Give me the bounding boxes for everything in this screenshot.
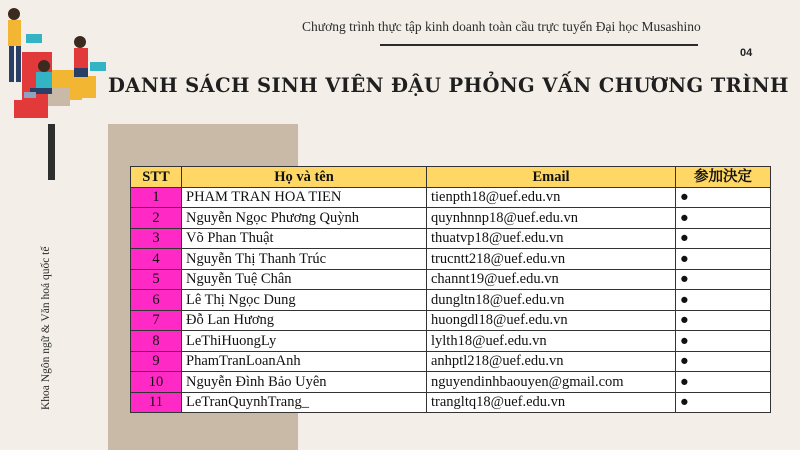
row-decision: ● <box>676 290 771 311</box>
header-divider <box>380 44 698 46</box>
row-email: dungltn18@uef.edu.vn <box>427 290 676 311</box>
row-email: lylth18@uef.edu.vn <box>427 331 676 352</box>
table-row <box>131 372 771 393</box>
program-header: Chương trình thực tập kinh doanh toàn cầu trực tuyến Đại học Musashino <box>302 19 701 34</box>
row-decision: ● <box>676 392 771 413</box>
row-email: trucntt218@uef.edu.vn <box>427 249 676 270</box>
row-stt: 11 <box>131 392 182 413</box>
header-stt: STT <box>131 167 182 188</box>
row-email: anhptl218@uef.edu.vn <box>427 351 676 372</box>
row-name: Nguyễn Đình Bảo Uyên <box>182 372 427 393</box>
row-name: PhamTranLoanAnh <box>182 351 427 372</box>
row-decision: ● <box>676 249 771 270</box>
table-row <box>131 187 771 208</box>
row-decision: ● <box>676 269 771 290</box>
student-table <box>130 166 771 413</box>
decorative-bar <box>48 124 55 180</box>
table-row <box>131 331 771 352</box>
students-with-laptops-illustration <box>0 0 110 122</box>
faculty-label: Khoa Ngôn ngữ & Văn hoá quốc tế <box>40 246 52 410</box>
row-stt: 4 <box>131 249 182 270</box>
header-decision: 参加決定 <box>676 167 771 188</box>
table-row <box>131 208 771 229</box>
row-stt: 2 <box>131 208 182 229</box>
row-decision: ● <box>676 372 771 393</box>
table-row <box>131 228 771 249</box>
row-decision: ● <box>676 310 771 331</box>
row-email: trangltq18@uef.edu.vn <box>427 392 676 413</box>
row-decision: ● <box>676 228 771 249</box>
row-stt: 6 <box>131 290 182 311</box>
row-stt: 3 <box>131 228 182 249</box>
row-decision: ● <box>676 208 771 229</box>
row-stt: 9 <box>131 351 182 372</box>
row-decision: ● <box>676 331 771 352</box>
table-row <box>131 269 771 290</box>
table-row <box>131 290 771 311</box>
row-email: thuatvp18@uef.edu.vn <box>427 228 676 249</box>
row-decision: ● <box>676 187 771 208</box>
row-name: Đỗ Lan Hương <box>182 310 427 331</box>
row-name: Nguyễn Ngọc Phương Quỳnh <box>182 208 427 229</box>
row-email: nguyendinhbaouyen@gmail.com <box>427 372 676 393</box>
row-email: tienpth18@uef.edu.vn <box>427 187 676 208</box>
page-number: 04 <box>740 47 753 59</box>
page-title: DANH SÁCH SINH VIÊN ĐẬU PHỎNG VẤN CHƯƠNG TRÌNH <box>108 74 789 97</box>
row-name: Lê Thị Ngọc Dung <box>182 290 427 311</box>
row-stt: 1 <box>131 187 182 208</box>
header-name: Họ và tên <box>182 167 427 188</box>
row-name: Nguyễn Thị Thanh Trúc <box>182 249 427 270</box>
row-name: PHAM TRAN HOA TIEN <box>182 187 427 208</box>
row-stt: 10 <box>131 372 182 393</box>
table-header-row <box>131 167 771 188</box>
row-stt: 8 <box>131 331 182 352</box>
table-row <box>131 310 771 331</box>
header-email: Email <box>427 167 676 188</box>
row-stt: 7 <box>131 310 182 331</box>
table-row <box>131 249 771 270</box>
row-name: Võ Phan Thuật <box>182 228 427 249</box>
row-stt: 5 <box>131 269 182 290</box>
row-name: Nguyễn Tuệ Chân <box>182 269 427 290</box>
row-email: huongdl18@uef.edu.vn <box>427 310 676 331</box>
row-name: LeThiHuongLy <box>182 331 427 352</box>
row-email: quynhnnp18@uef.edu.vn <box>427 208 676 229</box>
row-name: LeTranQuynhTrang_ <box>182 392 427 413</box>
table-row <box>131 392 771 413</box>
table-row <box>131 351 771 372</box>
row-decision: ● <box>676 351 771 372</box>
row-email: channt19@uef.edu.vn <box>427 269 676 290</box>
